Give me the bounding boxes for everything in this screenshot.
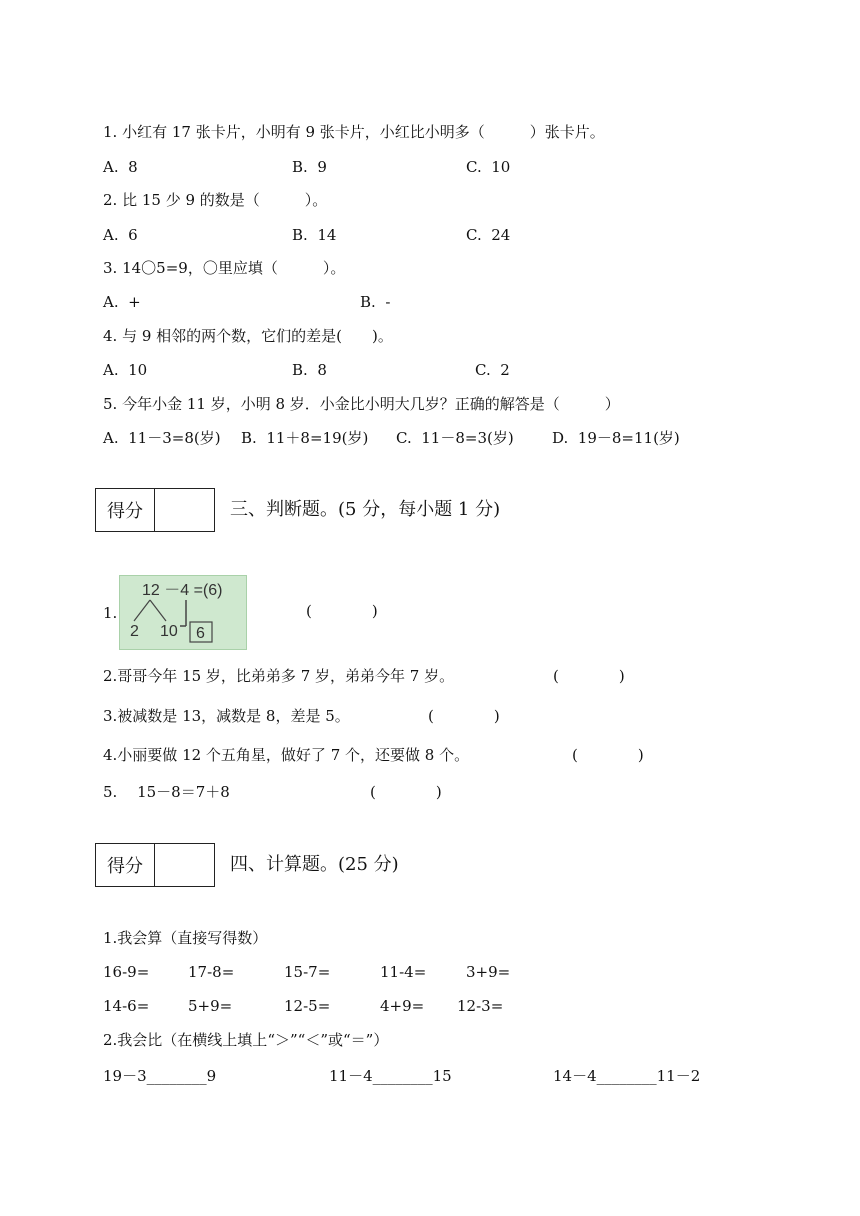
- section4-title: 四、计算题。(25 分): [230, 854, 399, 875]
- q5-option-a: A. 11－3=8(岁): [103, 429, 221, 447]
- judge-3-answer-paren[interactable]: ( ): [428, 707, 500, 725]
- q2-option-a: A. 6: [103, 226, 138, 244]
- question-5: 5. 今年小金 11 岁，小明 8 岁．小金比小明大几岁？正确的解答是（ ）: [103, 395, 620, 413]
- calc-item[interactable]: 12-5=: [284, 997, 331, 1015]
- q4-option-c: C. 2: [475, 361, 510, 379]
- q3-option-b: B. -: [360, 293, 391, 311]
- section3-title: 三、判断题。(5 分，每小题 1 分): [230, 499, 501, 520]
- question-4: 4. 与 9 相邻的两个数，它们的差是( )。: [103, 327, 393, 345]
- q5-option-d: D. 19－8=11(岁): [552, 429, 680, 447]
- q3-option-a: A. +: [103, 293, 141, 311]
- question-3: 3. 14〇5=9，〇里应填（ ）。: [103, 259, 346, 277]
- judge-5-answer-paren[interactable]: ( ): [370, 783, 442, 801]
- calc-item[interactable]: 17-8=: [188, 963, 235, 981]
- q5-option-c: C. 11－8=3(岁): [396, 429, 514, 447]
- q2-option-c: C. 24: [466, 226, 511, 244]
- q1-option-c: C. 10: [466, 158, 511, 176]
- decomposition-figure: [119, 575, 247, 650]
- calc-item[interactable]: 11-4=: [380, 963, 427, 981]
- score-label: 得分: [96, 489, 155, 531]
- q1-option-a: A. 8: [103, 158, 138, 176]
- figure-right-part: 10: [160, 623, 178, 640]
- compare-item[interactable]: 19－3________9: [103, 1067, 217, 1085]
- judge-5-text: 5. 15－8＝7＋8: [103, 783, 230, 801]
- compare-item[interactable]: 14－4________11－2: [553, 1067, 701, 1085]
- calc-item[interactable]: 14-6=: [103, 997, 150, 1015]
- judge-1-number: 1.: [103, 604, 118, 622]
- figure-expression: 12 －4 =(6): [142, 582, 223, 599]
- judge-3-text: 3.被减数是 13，减数是 8，差是 5。: [103, 707, 350, 725]
- calc-item[interactable]: 4+9=: [380, 997, 425, 1015]
- question-1: 1. 小红有 17 张卡片，小明有 9 张卡片，小红比小明多（ ）张卡片。: [103, 123, 605, 141]
- q4-option-a: A. 10: [103, 361, 148, 379]
- judge-4-text: 4.小丽要做 12 个五角星，做好了 7 个，还要做 8 个。: [103, 746, 470, 764]
- sub1-heading: 1.我会算（直接写得数）: [103, 929, 268, 947]
- judge-4-answer-paren[interactable]: ( ): [572, 746, 644, 764]
- compare-item[interactable]: 11－4________15: [329, 1067, 452, 1085]
- score-box-section3[interactable]: [95, 488, 215, 532]
- q2-option-b: B. 14: [292, 226, 337, 244]
- q4-option-b: B. 8: [292, 361, 327, 379]
- calc-item[interactable]: 5+9=: [188, 997, 233, 1015]
- question-2: 2. 比 15 少 9 的数是（ ）。: [103, 191, 328, 209]
- calc-item[interactable]: 12-3=: [457, 997, 504, 1015]
- judge-1-answer-paren[interactable]: ( ): [306, 602, 378, 620]
- figure-box-value: 6: [196, 625, 205, 642]
- score-box-section4[interactable]: [95, 843, 215, 887]
- judge-2-answer-paren[interactable]: ( ): [553, 667, 625, 685]
- score-label: 得分: [96, 844, 155, 886]
- judge-2-text: 2.哥哥今年 15 岁，比弟弟多 7 岁，弟弟今年 7 岁。: [103, 667, 455, 685]
- sub2-heading: 2.我会比（在横线上填上“＞”“＜”或“＝”）: [103, 1031, 389, 1049]
- calc-item[interactable]: 3+9=: [466, 963, 511, 981]
- q1-option-b: B. 9: [292, 158, 327, 176]
- calc-item[interactable]: 16-9=: [103, 963, 150, 981]
- calc-item[interactable]: 15-7=: [284, 963, 331, 981]
- q5-option-b: B. 11＋8=19(岁): [241, 429, 369, 447]
- figure-left-part: 2: [130, 623, 139, 640]
